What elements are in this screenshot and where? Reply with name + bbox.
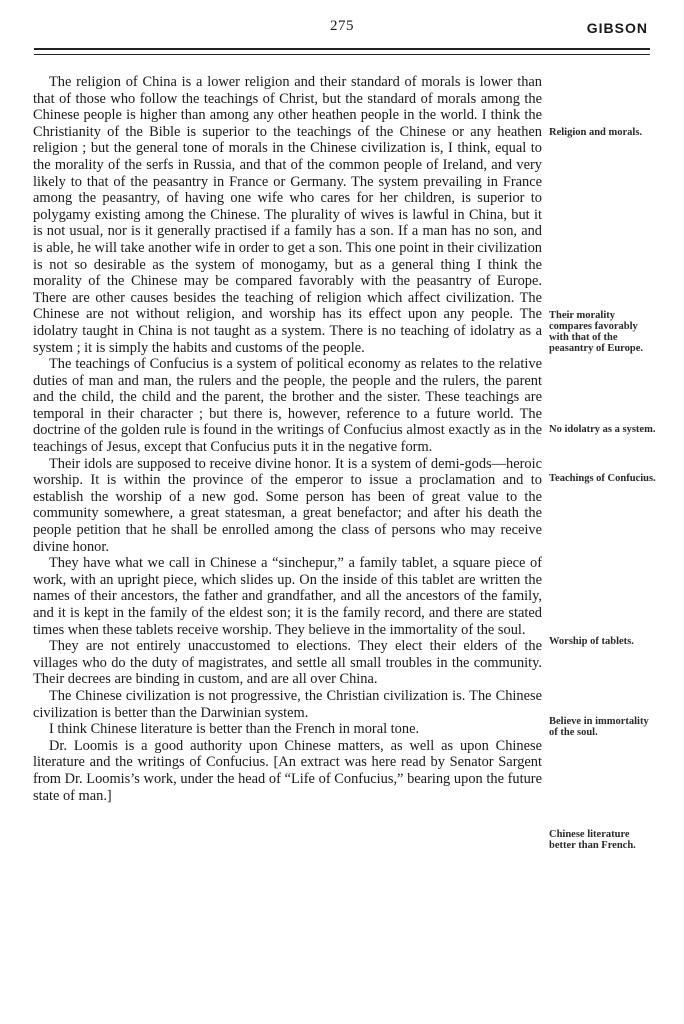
header-rule-thin <box>34 54 650 55</box>
paragraph-literature: I think Chinese literature is better than the French in moral tone. <box>49 721 420 738</box>
sidenote-confucius: Teachings of Confucius. <box>549 473 656 484</box>
page-number: 275 <box>330 18 354 34</box>
sidenote-tablets: Worship of tablets. <box>549 636 634 647</box>
paragraph-idols: Their idols are supposed to receive divine honor. It is a system of demi-gods—heroic worship. It is within the province of the emperor to issue a proclamation and to establish the worship of a new god. Some person has been of great value to the community somewhere, a great statesman, a great benefactor; and after his death the people petition that he shall be enrolled among the class of persons who may receive divine honor. <box>33 455 542 555</box>
sidenote-immortality: Believe in immortality of the soul. <box>549 716 649 738</box>
sidenote-no-idolatry: No idolatry as a system. <box>549 424 656 435</box>
paragraph-elections: They are not entirely unaccustomed to elections. They elect their elders of the villages who do the duty of magistrates, and settle all small troubles in the community. Their decrees are binding in custom, and are all over China. <box>33 638 542 688</box>
paragraph-confucius-teachings: The teachings of Confucius is a system of political economy as relates to the relative duties of man and man, the rulers and the people, the people and the rulers, the parent and the child, the child and the parent, the brother and the sister. These teachings are temporal in their character ; but there is, however, reference to a future world. The doctrine of the golden rule is found in the writings of Confucius almost exactly as in the teachings of Jesus, except that Confucius puts it in the negative form. <box>33 356 542 456</box>
paragraph-loomis: Dr. Loomis is a good authority upon Chinese matters, as well as upon Chinese literature and the writings of Confucius. [An extract was here read by Senator Sargent from Dr. Loomis’s work, under the head of “Life of Confucius,” bearing upon the future state of man.] <box>33 737 542 804</box>
running-head: GIBSON <box>586 20 648 36</box>
sidenote-religion-morals: Religion and morals. <box>549 127 643 138</box>
sidenote-literature: Chinese literature better than French. <box>549 829 636 851</box>
header-rule-thick <box>34 48 650 50</box>
sidenote-morality-europe: Their morality compares favorably with that of the peasantry of Europe. <box>549 310 644 354</box>
body-text <box>33 74 542 804</box>
paragraph-family-tablet: They have what we call in Chinese a “sinchepur,” a family tablet, a square piece of work, with an upright piece, which slides up. On the inside of this tablet are written the names of their ancestors, the father and grandfather, and all the ancestors of the family, and it is kept in the family of the eldest son; it is the family record, and there are stated times when these tablets receive worship. They believe in the immortality of the soul. <box>33 555 542 638</box>
paragraph-religion-morals: The religion of China is a lower religion and their standard of morals is lower than that of those who follow the teachings of Christ, but the standard of morals among the Chinese people is higher than among any other heathen people in the world. I think the Christianity of the Bible is superior to the teachings of the Chinese or any heathen religion ; but the general tone of morals in the Chinese civilization is, I think, equal to the morality of the serfs in Russia, and that of the common people of Ireland, and very likely to that of the peasantry in France or Germany. The system prevailing in France among the peasantry, of having one wife who cares for her children, is superior to polygamy existing among the Chinese. The plurality of wives is lawful in China, but it is not usual, nor is it generally practised if a family has a son. If a man has no son, and is able, he will take another wife in order to get a son. This one point in their civilization is not so desirable as the system of monogamy, but as a general thing I think the morality of the Chinese may be compared favorably with the peasantry of Europe. There are other causes besides the teaching of religion which affect civilization. The Chinese are not without religion, and worship has its effect upon any people. The idolatry taught in China is not taught as a system. There is no teaching of idolatry as a system ; it is simply the habits and customs of the people. <box>33 74 542 356</box>
paragraph-civilization: The Chinese civilization is not progressive, the Christian civilization is. The Chinese civilization is better than the Darwinian system. <box>33 687 542 721</box>
